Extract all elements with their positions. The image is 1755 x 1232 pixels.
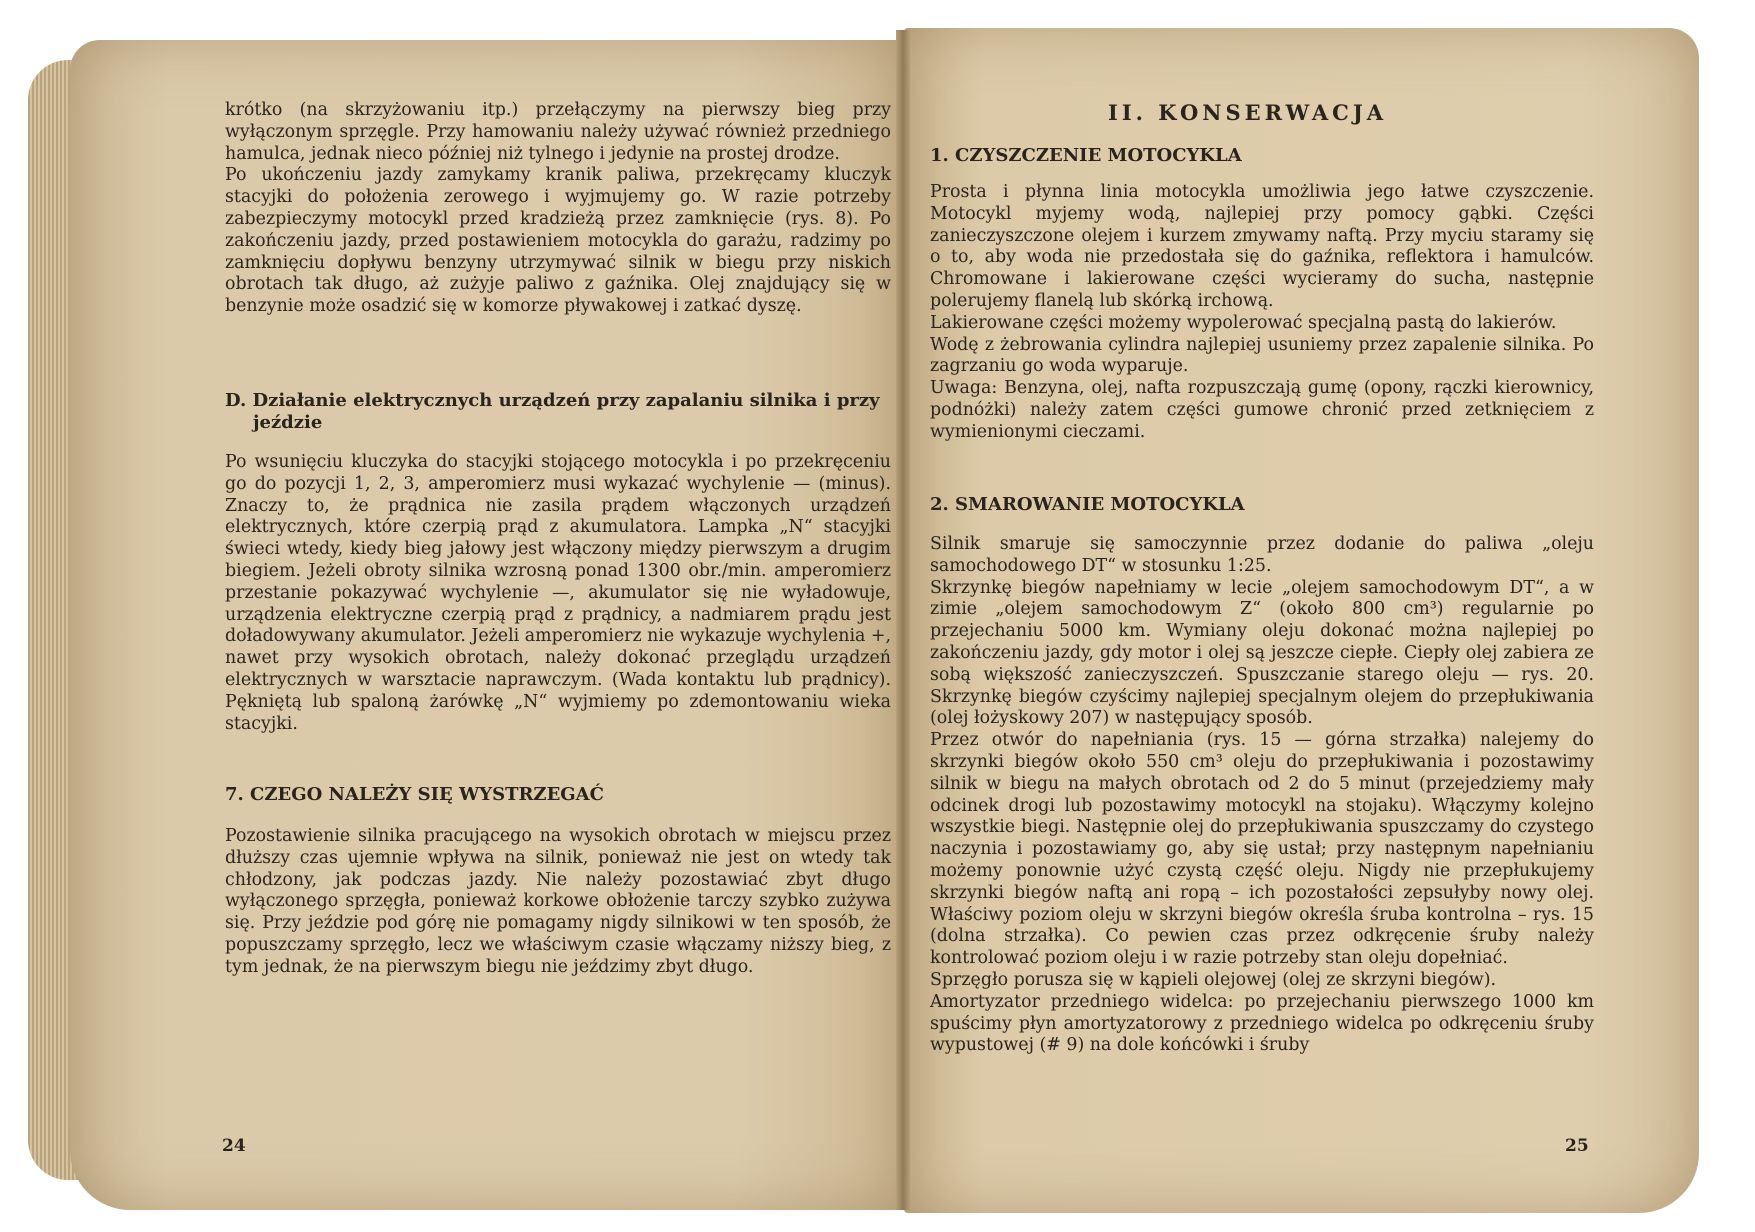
section-7-heading: 7. CZEGO NALEŻY SIĘ WYSTRZEGAĆ [225,784,604,805]
section-2-paragraph-3: Przez otwór do napełniania (rys. 15 — górna strzałka) nalejemy do skrzynki biegów około 550 cm³ oleju do przepłukiwania i pozostawimy silnik w biegu na małych obrotach od 2 do 5 minut (przejedziemy mały odcinek drogi lub pozostawimy motocykl na stojaku). Włączymy kolejno wszystkie biegi. Następnie olej do przepłukiwania spuszczamy do czystego naczynia i pozostawiamy go, aby się ustał; przy następnym napełnianiu możemy ponownie użyć czystą część oleju. Nigdy nie przepłukujemy skrzynki biegów naftą ani ropą – ich pozostałości zepsułyby nowy olej. Właściwy poziom oleju w skrzyni biegów określa śruba kontrolna – rys. 15 (dolna strzałka). Co pewien czas przez odkręcenie śruby należy kontrolować poziom oleju i w razie potrzeby stan oleju dopełniać. [930,730,1594,969]
section-2-paragraph-4: Sprzęgło porusza się w kąpieli olejowej (olej ze skrzyni biegów). [930,969,1497,990]
right-page-number: 25 [1565,1136,1589,1156]
left-page-number: 24 [222,1136,246,1156]
section-2-paragraph-2: Skrzynkę biegów napełniamy w lecie „olejem samochodowym DT“, a w zimie „olejem samochodowym Z“ (około 800 cm³) regularnie po przejechaniu 5000 km. Wymiany oleju dokonać można najlepiej po zakończeniu jazdy, gdy motor i olej są jeszcze ciepłe. Ciepły olej zabiera ze sobą większość zanieczyszczeń. Spuszczanie starego oleju — rys. 20. Skrzynkę biegów czyścimy najlepiej specjalnym olejem do przepłukiwania (olej łożyskowy 207) w następujący sposób. [930,577,1594,729]
section-2-paragraph-5: Amortyzator przedniego widelca: po przejechaniu pierwszego 1000 km spuścimy płyn amortyzatorowy z przedniego widelca po odkręceniu śruby wypustowej (# 9) na dole końcówki i śruby [930,991,1594,1056]
section-2-body [930,534,1594,1057]
left-paragraph-2: Po ukończeniu jazdy zamykamy kranik paliwa, przekręcamy kluczyk stacyjki do położenia zerowego i wyjmujemy go. W razie potrzeby zabezpieczymy motocykl przed kradzieżą przez zamknięcie (rys. 8). Po zakończeniu jazdy, przed postawieniem motocykla do garażu, radzimy po zamknięciu dopływu benzyny utrzymywać silnik w biegu przy niskich obrotach tak długo, aż zużyje paliwo z gaźnika. Olej znajdujący się w benzynie może osadzić się w komorze pływakowej i zatkać dyszę. [225,165,891,317]
book-spine [896,30,910,1210]
section-d-body [225,452,891,735]
section-d-text: Po wsunięciu kluczyka do stacyjki stojącego motocykla i po przekręceniu go do pozycji 1, 2, 3, amperomierz musi wykazać wychylenie — (minus). Znaczy to, że prądnica nie zasila prądem włączonych urządzeń elektrycznych, które czerpią prąd z akumulatora. Lampka „N“ stacyjki świeci wtedy, kiedy bieg jałowy jest włączony między pierwszym a drugim biegiem. Jeżeli obroty silnika wzrosną ponad 1300 obr./min. amperomierz przestanie pokazywać wychylenie —, akumulator się nie wyładowuje, urządzenia elektryczne czerpią prąd z prądnicy, a nadmiarem prądu jest doładowywany akumulator. Jeżeli amperomierz nie wykazuje wychylenia +, nawet przy wysokich obrotach, należy dokonać przeglądu urządzeń elektrycznych w warsztacie naprawczym. (Wada kontaktu lub prądnicy). Pękniętą lub spaloną żarówkę „N“ wyjmiemy po zdemontowaniu wieka stacyjki. [225,452,892,734]
section-1-body [930,182,1594,444]
chapter-title: II. KONSERWACJA [1108,100,1388,125]
left-intro [225,100,891,318]
section-2-paragraph-1: Silnik smaruje się samoczynnie przez dodanie do paliwa „oleju samochodowego DT“ w stosunku 1:25. [930,534,1594,576]
section-7-body [225,826,891,979]
section-1-heading: 1. CZYSZCZENIE MOTOCYKLA [930,145,1242,166]
section-1-paragraph-2: Lakierowane części możemy wypolerować specjalną pastą do lakierów. [930,312,1557,333]
left-paragraph-1: krótko (na skrzyżowaniu itp.) przełączymy na pierwszy bieg przy wyłączonym sprzęgle. Przy hamowaniu należy używać również przedniego hamulca, jednak nieco później niż tylnego i jedynie na prostej drodze. [225,100,891,164]
section-2-heading: 2. SMAROWANIE MOTOCYKLA [930,494,1245,515]
section-1-paragraph-4: Uwaga: Benzyna, olej, nafta rozpuszczają gumę (opony, rączki kierownicy, podnóżki) należy zatem części gumowe chronić przed zetknięciem z wymienionymi cieczami. [930,378,1594,442]
section-7-text: Pozostawienie silnika pracującego na wysokich obrotach w miejscu przez dłuższy czas ujemnie wpływa na silnik, ponieważ nie jest on wtedy tak chłodzony, jak podczas jazdy. Nie należy pozostawiać zbyt długo wyłączonego sprzęgła, ponieważ korkowe obłożenie tarczy szybko zużywa się. Przy jeździe pod górę nie pomagamy nigdy silnikowi w ten sposób, że popuszczamy sprzęgło, lecz we właściwym czasie włączamy niższy bieg, z tym jednak, że na pierwszym biegu nie jeździmy zbyt długo. [225,826,891,977]
section-1-paragraph-1: Prosta i płynna linia motocykla umożliwia jego łatwe czyszczenie. Motocykl myjemy wodą, najlepiej przy pomocy gąbki. Części zanieczyszczone olejem i kurzem zmywamy naftą. Przy myciu staramy się o to, aby woda nie przedostała się do gaźnika, reflektora i hamulców. Chromowane i lakierowane części wycieramy do sucha, następnie polerujemy flanelą lub skórką irchową. [930,182,1594,311]
section-1-paragraph-3: Wodę z żebrowania cylindra najlepiej usuniemy przez zapalenie silnika. Po zagrzaniu go woda wyparuje. [930,334,1594,377]
section-d-heading: D. Działanie elektrycznych urządzeń przy zapalaniu silnika i przy jeździe [225,390,880,433]
